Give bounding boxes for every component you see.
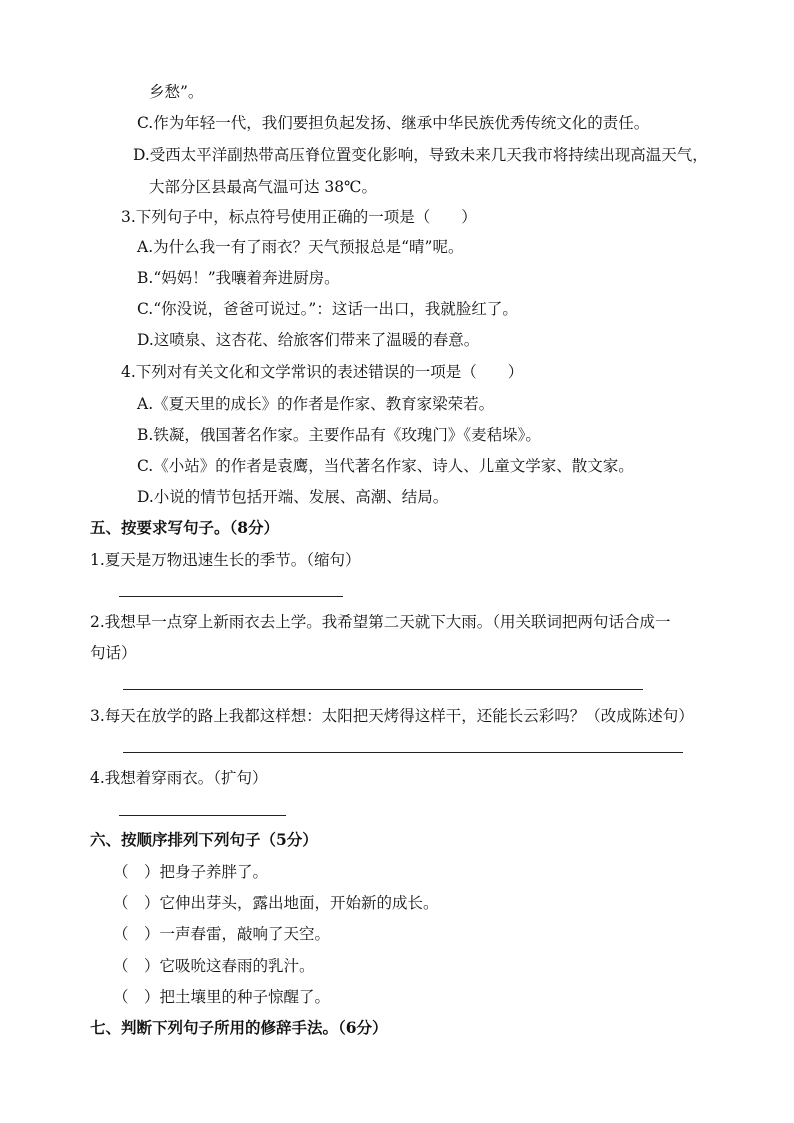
section5-q4: 4.我想着穿雨衣。（扩句） <box>90 769 268 787</box>
q2-option-d-continuation: 大部分区县最高气温可达 38℃。 <box>149 178 377 196</box>
section5-title: 五、按要求写句子。（8分） <box>90 518 280 537</box>
q3-stem: 3.下列句子中，标点符号使用正确的一项是（ ） <box>121 208 477 226</box>
q4-option-d: D.小说的情节包括开端、发展、高潮、结局。 <box>137 488 449 506</box>
q3-option-a: A.为什么我一有了雨衣？天气预报总是“晴”呢。 <box>137 238 464 256</box>
answer-line-3[interactable] <box>123 752 683 753</box>
q4-option-a: A.《夏天里的成长》的作者是作家、教育家梁荣若。 <box>137 395 495 413</box>
q4-option-b: B.铁凝，俄国著名作家。主要作品有《玫瑰门》《麦秸垛》。 <box>137 426 541 444</box>
section7-title: 七、判断下列句子所用的修辞手法。（6分） <box>90 1018 388 1037</box>
section6-title: 六、按顺序排列下列句子（5分） <box>90 830 318 849</box>
answer-line-2[interactable] <box>123 689 643 690</box>
q2-option-c: C.作为年轻一代，我们要担负起发扬、继承中华民族优秀传统文化的责任。 <box>137 114 650 132</box>
section5-q1: 1.夏天是万物迅速生长的季节。（缩句） <box>90 551 361 569</box>
section5-q2: 2.我想早一点穿上新雨衣去上学。我希望第二天就下大雨。（用关联词把两句话合成一 <box>90 613 671 631</box>
q4-option-c: C.《小站》的作者是袁鹰，当代著名作家、诗人、儿童文学家、散文家。 <box>137 457 634 475</box>
q4-stem: 4.下列对有关文化和文学常识的表述错误的一项是（ ） <box>121 363 524 381</box>
q2-option-d: D.受西太平洋副热带高压脊位置变化影响，导致未来几天我市将持续出现高温天气， <box>133 146 708 164</box>
section6-item: （ ）它吸吮这春雨的乳汁。 <box>113 957 315 975</box>
q2-option-a-continuation: 乡愁”。 <box>149 83 204 101</box>
q3-option-c: C.“你没说，爸爸可说过。”：这话一出口，我就脸红了。 <box>137 300 518 318</box>
section6-item: （ ）一声春雷，敲响了天空。 <box>113 925 331 943</box>
answer-line-1[interactable] <box>119 596 343 597</box>
section6-item: （ ）把土壤里的种子惊醒了。 <box>113 988 331 1006</box>
q3-option-b: B.“妈妈！”我嚷着奔进厨房。 <box>137 269 340 287</box>
section5-q2-continuation: 句话） <box>90 644 137 662</box>
section5-q3: 3.每天在放学的路上我都这样想：太阳把天烤得这样干，还能长云彩吗？（改成陈述句） <box>90 707 694 725</box>
q3-option-d: D.这喷泉、这杏花、给旅客们带来了温暖的春意。 <box>137 331 480 349</box>
answer-line-4[interactable] <box>119 815 286 816</box>
section6-item: （ ）它伸出芽头，露出地面，开始新的成长。 <box>113 894 439 912</box>
section6-item: （ ）把身子养胖了。 <box>113 863 269 881</box>
